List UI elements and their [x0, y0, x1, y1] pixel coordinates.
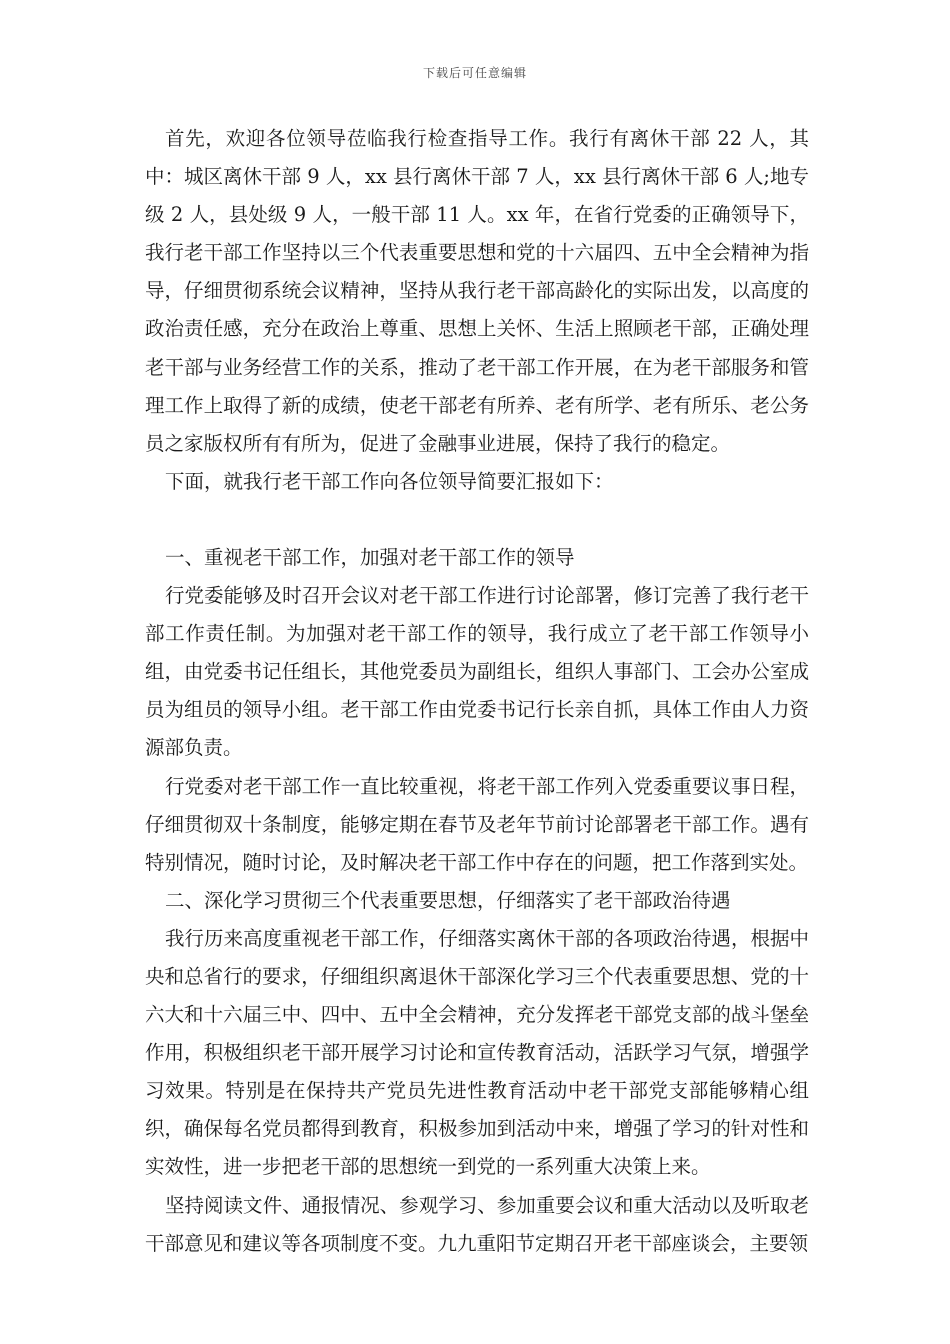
section-heading-2: 二、深化学习贯彻三个代表重要思想，仔细落实了老干部政治待遇 — [165, 888, 731, 912]
page-header: 下载后可任意编辑 — [422, 66, 527, 80]
section-heading-1: 一、重视老干部工作，加强对老干部工作的领导 — [165, 545, 575, 569]
paragraph-intro: 首先，欢迎各位领导莅临我行检查指导工作。我行有离休干部 22 人，其中：城区离休干部 9 人，xx 县行离休干部 7 人，xx 县行离休干部 6 人;地专级 2 人，县处级 9 人，一般干部 11 人。xx 年，在省行党委的正确领导下，我行老干部工作坚持以三个代表重要思想和党的十六届四、五中全会精神为指导，仔细贯彻系统会议精神，坚持从我行老干部高龄化的实际出发，以高度的政治责任感，充分在政治上尊重、思想上关怀、生活上照顾老干部，正确处理老干部与业务经营工作的关系，推动了老干部工作开展，在为老干部服务和管理工作上取得了新的成绩，使老干部老有所养、老有所学、老有所乐、老公务员之家版权所有有所为，促进了金融事业进展，保持了我行的稳定。 — [145, 127, 809, 455]
paragraph-section2-a: 我行历来高度重视老干部工作，仔细落实离休干部的各项政治待遇，根据中央和总省行的要求，仔细组织离退休干部深化学习三个代表重要思想、党的十六大和十六届三中、四中、五中全会精神，充分发挥老干部党支部的战斗堡垒作用，积极组织老干部开展学习讨论和宣传教育活动，活跃学习气氛，增强学习效果。特别是在保持共产党员先进性教育活动中老干部党支部能够精心组织，确保每名党员都得到教育，积极参加到活动中来，增强了学习的针对性和实效性，进一步把老干部的思想统一到党的一系列重大决策上来。 — [145, 926, 809, 1179]
paragraph-section1-b: 行党委对老干部工作一直比较重视，将老干部工作列入党委重要议事日程，仔细贯彻双十条制度，能够定期在春节及老年节前讨论部署老干部工作。遇有特别情况，随时讨论，及时解决老干部工作中存在的问题，把工作落到实处。 — [145, 774, 809, 874]
document-body — [145, 120, 809, 1263]
paragraph-section2-b: 坚持阅读文件、通报情况、参观学习、参加重要会议和重大活动以及听取老干部意见和建议等各项制度不变。九九重阳节定期召开老干部座谈会，主要领 — [145, 1193, 809, 1255]
paragraph-summary-lead: 下面，就我行老干部工作向各位领导简要汇报如下： — [165, 469, 614, 493]
paragraph-section1-a: 行党委能够及时召开会议对老干部工作进行讨论部署，修订完善了我行老干部工作责任制。为加强对老干部工作的领导，我行成立了老干部工作领导小组，由党委书记任组长，其他党委员为副组长，组织人事部门、工会办公室成员为组员的领导小组。老干部工作由党委书记行长亲自抓，具体工作由人力资源部负责。 — [145, 584, 809, 760]
